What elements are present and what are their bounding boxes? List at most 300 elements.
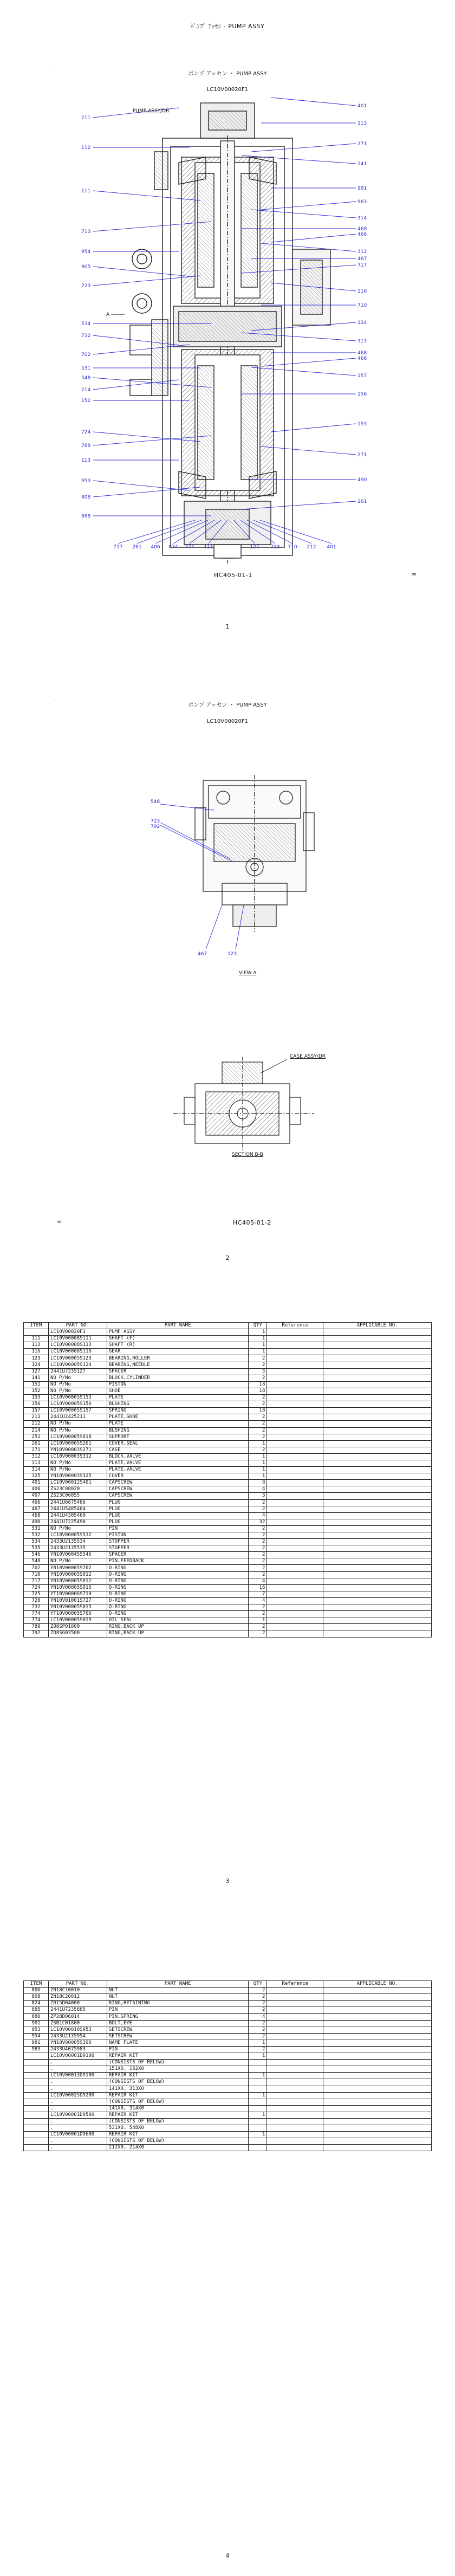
cell-applicable-no xyxy=(323,1414,432,1421)
callout-717: 717 xyxy=(113,545,123,550)
cell-part-name: BOLT,EYE xyxy=(107,2020,249,2027)
cell-qty: 1 xyxy=(249,1473,267,1480)
cell-reference xyxy=(267,1597,323,1604)
cell-part-no: 2441U7225490 xyxy=(48,1519,107,1525)
cell-item: 531 xyxy=(24,1525,49,1532)
cell-qty: 18 xyxy=(249,1408,267,1414)
cell-part-no: 2433U2135535 xyxy=(48,1545,107,1552)
callout-312: 312 xyxy=(358,249,367,255)
cell-item xyxy=(24,2092,49,2099)
cell-reference xyxy=(267,1381,323,1388)
cell-applicable-no xyxy=(323,1362,432,1368)
cell-reference xyxy=(267,1545,323,1552)
cell-item: 116 xyxy=(24,1349,49,1355)
cell-part-name: 151X0, 152X0 xyxy=(107,2066,249,2073)
cell-part-name: 212X0, 214X0 xyxy=(107,2145,249,2151)
callout-157: 157 xyxy=(358,373,367,379)
table-row xyxy=(24,1539,432,1545)
cell-part-name: PLATE,VALVE xyxy=(107,1460,249,1466)
header-qty: QTY xyxy=(249,1981,267,1988)
parts-list-body-2 xyxy=(24,1988,432,2151)
cell-applicable-no xyxy=(323,1329,432,1336)
cell-item: 806 xyxy=(24,1988,49,1994)
cell-qty: 1 xyxy=(249,1467,267,1473)
cell-reference xyxy=(267,2020,323,2027)
cell-part-no: 2441U7235127 xyxy=(48,1368,107,1375)
cell-part-no: LC10V00012S401 xyxy=(48,1480,107,1486)
callout-153: 153 xyxy=(358,422,367,427)
cell-reference xyxy=(267,1519,323,1525)
table-row xyxy=(24,1349,432,1355)
table-row xyxy=(24,2099,432,2105)
cell-applicable-no xyxy=(323,1539,432,1545)
view-a-body xyxy=(195,775,314,932)
cell-part-no: LC10V00005S124 xyxy=(48,1362,107,1368)
cell-qty xyxy=(249,2060,267,2066)
table-row xyxy=(24,1994,432,2001)
cell-reference xyxy=(267,1611,323,1617)
cell-qty: 2 xyxy=(249,1395,267,1401)
cell-applicable-no xyxy=(323,1630,432,1637)
cell-part-no: ZS23C08020 xyxy=(48,1486,107,1493)
scan-mark: ' xyxy=(54,68,56,73)
cell-part-no: NO P/No xyxy=(48,1525,107,1532)
pump-section-body xyxy=(130,103,330,564)
cell-item: 151 xyxy=(24,1381,49,1388)
cell-qty xyxy=(249,2079,267,2086)
parts-list-body-1 xyxy=(24,1329,432,1637)
cell-part-name: GEAR xyxy=(107,1349,249,1355)
cell-part-no: ZN18C10010 xyxy=(48,1988,107,1994)
cell-reference xyxy=(267,1460,323,1466)
cell-item: 407 xyxy=(24,1493,49,1499)
cell-part-name: NAME PLATE xyxy=(107,2040,249,2046)
table-row xyxy=(24,2086,432,2092)
table-row xyxy=(24,1624,432,1630)
table-row xyxy=(24,1486,432,1493)
cell-item: 211 xyxy=(24,1414,49,1421)
cell-applicable-no xyxy=(323,1381,432,1388)
cell-applicable-no xyxy=(323,1512,432,1519)
cell-reference xyxy=(267,1434,323,1440)
cell-part-no: YN10V00005S390 xyxy=(48,2040,107,2046)
cell-reference xyxy=(267,1591,323,1597)
table-row xyxy=(24,1519,432,1525)
header-part-no: PART NO. xyxy=(48,1323,107,1329)
cell-part-name: PIN,SPRING xyxy=(107,2014,249,2020)
cell-part-no: YT10V00006S710 xyxy=(48,1591,107,1597)
cell-qty: 1 xyxy=(249,1453,267,1460)
cell-item xyxy=(24,2060,49,2066)
table-row xyxy=(24,1506,432,1512)
cell-reference xyxy=(267,2033,323,2040)
cell-item: 325 xyxy=(24,1473,49,1480)
cell-qty: 2 xyxy=(249,1427,267,1434)
cell-applicable-no xyxy=(323,2086,432,2092)
header-reference: Reference xyxy=(267,1323,323,1329)
callout-141: 141 xyxy=(358,161,367,167)
cell-part-no: LC10V00005S123 xyxy=(48,1355,107,1362)
cell-qty: 32 xyxy=(249,1519,267,1525)
cell-part-name: STOPPER xyxy=(107,1545,249,1552)
page-3-number: 3 xyxy=(225,1878,230,1885)
cell-part-name: O-RING xyxy=(107,1584,249,1591)
cell-part-name: O-RING xyxy=(107,1591,249,1597)
cell-part-no: ZO8SP01800 xyxy=(48,1624,107,1630)
cell-part-no: . xyxy=(48,2086,107,2092)
cell-part-name: STOPPER xyxy=(107,1539,249,1545)
cell-part-no: LC10V00010S953 xyxy=(48,2027,107,2033)
cell-reference xyxy=(267,2118,323,2125)
callout-123: 123 xyxy=(227,952,237,957)
table-row xyxy=(24,1447,432,1453)
cell-part-name: PIN xyxy=(107,2046,249,2053)
cell-applicable-no xyxy=(323,2020,432,2027)
cell-part-name: PISTON xyxy=(107,1532,249,1539)
table-row xyxy=(24,2020,432,2027)
callout-723: 723 xyxy=(81,283,91,289)
cell-item: 312 xyxy=(24,1453,49,1460)
table-row xyxy=(24,2125,432,2132)
table-row xyxy=(24,1421,432,1427)
cell-part-name: O-RING xyxy=(107,1578,249,1584)
cell-applicable-no xyxy=(323,1988,432,1994)
cell-reference xyxy=(267,1565,323,1571)
cell-applicable-no xyxy=(323,1440,432,1447)
callout-468: 468 xyxy=(358,351,367,356)
cell-part-name: PLATE xyxy=(107,1421,249,1427)
cell-qty: 2 xyxy=(249,1532,267,1539)
table-row xyxy=(24,1630,432,1637)
callout-leader xyxy=(251,144,356,152)
cell-item: 954 xyxy=(24,2033,49,2040)
callout-116: 116 xyxy=(358,289,367,294)
table-row xyxy=(24,2105,432,2112)
cell-item xyxy=(24,1329,49,1336)
cell-item: 901 xyxy=(24,2020,49,2027)
cell-reference xyxy=(267,1329,323,1336)
cell-part-name: PIN xyxy=(107,2007,249,2014)
table-row xyxy=(24,1336,432,1342)
cell-reference xyxy=(267,1506,323,1512)
cell-applicable-no xyxy=(323,1597,432,1604)
cell-applicable-no xyxy=(323,2125,432,2132)
table-row xyxy=(24,1440,432,1447)
section-b-b-body xyxy=(173,1057,314,1151)
cell-qty: 2 xyxy=(249,1552,267,1558)
cell-item: 534 xyxy=(24,1539,49,1545)
cell-applicable-no xyxy=(323,1349,432,1355)
callout-774: 774 xyxy=(185,545,194,550)
cell-applicable-no xyxy=(323,2112,432,2118)
cell-applicable-no xyxy=(323,2027,432,2033)
table-row xyxy=(24,1532,432,1539)
cell-item: 535 xyxy=(24,1545,49,1552)
cell-qty: 4 xyxy=(249,1486,267,1493)
cell-qty: 1 xyxy=(249,2073,267,2079)
cell-item: 548 xyxy=(24,1558,49,1565)
cell-item: 124 xyxy=(24,1362,49,1368)
table-row xyxy=(24,1604,432,1611)
cell-part-no: 2433U2135534 xyxy=(48,1539,107,1545)
cell-item: 774 xyxy=(24,1617,49,1624)
cell-applicable-no xyxy=(323,2138,432,2145)
cell-applicable-no xyxy=(323,1617,432,1624)
callout-261: 261 xyxy=(132,545,142,550)
cell-qty: 2 xyxy=(249,1558,267,1565)
table-row xyxy=(24,1434,432,1440)
cell-part-no: YN10V00003S325 xyxy=(48,1473,107,1480)
cell-applicable-no xyxy=(323,1545,432,1552)
cell-item: 401 xyxy=(24,1480,49,1486)
cell-reference xyxy=(267,2060,323,2066)
cell-reference xyxy=(267,1447,323,1453)
table-row xyxy=(24,2040,432,2046)
cell-qty: 7 xyxy=(249,1591,267,1597)
cell-qty: 2 xyxy=(249,1988,267,1994)
cell-part-name: NUT xyxy=(107,1994,249,2001)
page-4 xyxy=(0,1934,455,2576)
cell-reference xyxy=(267,2138,323,2145)
cell-part-name: (CONSISTS OF BELOW) xyxy=(107,2118,249,2125)
cell-part-name: SPACER xyxy=(107,1368,249,1375)
callout-713: 713 xyxy=(81,229,91,235)
table-header-row xyxy=(24,1323,432,1329)
cell-applicable-no xyxy=(323,1532,432,1539)
scan-mark: ' xyxy=(54,699,56,704)
callout-401: 401 xyxy=(358,103,367,109)
cell-applicable-no xyxy=(323,1336,432,1342)
cell-reference xyxy=(267,2007,323,2014)
cell-applicable-no xyxy=(323,2060,432,2066)
cell-part-name: SETSCREW xyxy=(107,2027,249,2033)
cell-part-no: YN10V00005S015 xyxy=(48,1604,107,1611)
cell-reference xyxy=(267,2125,323,2132)
cell-item: 212 xyxy=(24,1421,49,1427)
cell-item: 123 xyxy=(24,1355,49,1362)
callout-732: 732 xyxy=(81,333,91,339)
table-row xyxy=(24,2079,432,2086)
table-row xyxy=(24,2046,432,2053)
cell-applicable-no xyxy=(323,1499,432,1506)
table-row xyxy=(24,1355,432,1362)
callout-468: 468 xyxy=(358,226,367,232)
page-2-assy-number: LC10V00020F1 xyxy=(206,719,249,724)
page-1-inner-title: ポンプ アッセン ・ PUMP ASSY xyxy=(188,71,267,77)
cell-part-no: . xyxy=(48,2125,107,2132)
parts-list-table-2 xyxy=(23,1980,432,2151)
cell-part-no: 2441U5485464 xyxy=(48,1506,107,1512)
cell-item: 532 xyxy=(24,1532,49,1539)
callout-548: 548 xyxy=(81,376,91,381)
cell-applicable-no xyxy=(323,2001,432,2007)
cell-part-name: REPAIR KIT xyxy=(107,2132,249,2138)
table-row xyxy=(24,2027,432,2033)
page-4-number: 4 xyxy=(225,2552,230,2559)
cell-qty: 1 xyxy=(249,1349,267,1355)
cell-part-no: 2441U6675466 xyxy=(48,1499,107,1506)
cell-item: 214 xyxy=(24,1427,49,1434)
cell-reference xyxy=(267,1427,323,1434)
cell-reference xyxy=(267,2112,323,2118)
cell-part-name: SHAFT (F) xyxy=(107,1336,249,1342)
cell-item: 490 xyxy=(24,1519,49,1525)
table-row xyxy=(24,1408,432,1414)
page-2-inner-title: ポンプ アッセン ・ PUMP ASSY xyxy=(188,702,267,708)
cell-item: 886 xyxy=(24,2014,49,2020)
cell-qty: 2 xyxy=(249,1447,267,1453)
table-row xyxy=(24,1545,432,1552)
callout-leader xyxy=(271,234,356,242)
cell-part-no: 2441U7235885 xyxy=(48,2007,107,2014)
cell-applicable-no xyxy=(323,1368,432,1375)
cell-part-no: 2433U2135954 xyxy=(48,2033,107,2040)
cell-reference xyxy=(267,1486,323,1493)
cell-reference xyxy=(267,2099,323,2105)
cell-part-name: PISTON xyxy=(107,1381,249,1388)
table-row xyxy=(24,1381,432,1388)
cell-item: 789 xyxy=(24,1624,49,1630)
cell-part-name: PUMP ASSY xyxy=(107,1329,249,1336)
cell-reference xyxy=(267,2027,323,2033)
cell-part-name: PLUG xyxy=(107,1519,249,1525)
cell-reference xyxy=(267,1558,323,1565)
cell-qty: 1 xyxy=(249,2053,267,2060)
callout-112: 112 xyxy=(81,145,91,151)
cell-qty xyxy=(249,2066,267,2073)
cell-reference xyxy=(267,1355,323,1362)
cell-reference xyxy=(267,1388,323,1394)
callout-leader xyxy=(271,98,356,106)
table-row xyxy=(24,1473,432,1480)
cell-reference xyxy=(267,1525,323,1532)
cell-part-name: (CONSISTS OF BELOW) xyxy=(107,2060,249,2066)
cell-part-name: SUPPORT xyxy=(107,1434,249,1440)
page-2 xyxy=(0,645,455,1290)
callout-490: 490 xyxy=(358,477,367,483)
cell-part-name: 141X0, 313X0 xyxy=(107,2086,249,2092)
cell-item: 261 xyxy=(24,1440,49,1447)
cell-applicable-no xyxy=(323,1493,432,1499)
cell-reference xyxy=(267,1499,323,1506)
callout-211: 211 xyxy=(81,115,91,121)
cell-part-name: 141X0, 314X0 xyxy=(107,2105,249,2112)
callout-546: 546 xyxy=(151,799,160,805)
table-row xyxy=(24,1342,432,1349)
cell-part-no: ZS23C06055 xyxy=(48,1493,107,1499)
cell-item: 111 xyxy=(24,1336,49,1342)
header-applicable-no: APPLICABLE NO. xyxy=(323,1981,432,1988)
cell-reference xyxy=(267,1467,323,1473)
table-row xyxy=(24,1362,432,1368)
cell-reference xyxy=(267,1342,323,1349)
cell-qty: 2 xyxy=(249,1525,267,1532)
table-row xyxy=(24,1480,432,1486)
cell-part-name: CASE xyxy=(107,1447,249,1453)
callout-466: 466 xyxy=(358,232,367,237)
cell-part-name: O-RING xyxy=(107,1571,249,1578)
cell-applicable-no xyxy=(323,2053,432,2060)
cell-applicable-no xyxy=(323,1611,432,1617)
cell-item: 466 xyxy=(24,1499,49,1506)
cell-item xyxy=(24,2125,49,2132)
cell-item: 981 xyxy=(24,2040,49,2046)
cell-part-no: . xyxy=(48,2138,107,2145)
cell-reference xyxy=(267,1480,323,1486)
cell-part-no: LC10V00005S156 xyxy=(48,1401,107,1408)
cell-applicable-no xyxy=(323,1342,432,1349)
callout-leader xyxy=(118,520,195,543)
callout-271: 271 xyxy=(358,452,367,458)
cell-item xyxy=(24,2112,49,2118)
cell-applicable-no xyxy=(323,1584,432,1591)
cell-item: 406 xyxy=(24,1486,49,1493)
cell-part-no: . xyxy=(48,2060,107,2066)
cell-item: 313 xyxy=(24,1460,49,1466)
cell-part-name: REPAIR KIT xyxy=(107,2092,249,2099)
cell-applicable-no xyxy=(323,2118,432,2125)
cell-item: 152 xyxy=(24,1388,49,1394)
cell-item: 127 xyxy=(24,1368,49,1375)
cell-reference xyxy=(267,1349,323,1355)
case-assy-label: CASE ASSY/DR xyxy=(290,1054,326,1059)
cell-reference xyxy=(267,1362,323,1368)
cell-qty: 4 xyxy=(249,1578,267,1584)
cell-applicable-no xyxy=(323,1571,432,1578)
cell-item: 885 xyxy=(24,2007,49,2014)
table-row xyxy=(24,1427,432,1434)
cell-reference xyxy=(267,1988,323,1994)
page-1-reference-mark: ∞ xyxy=(412,571,417,578)
callout-214: 214 xyxy=(81,387,91,393)
cell-reference xyxy=(267,1421,323,1427)
cell-applicable-no xyxy=(323,1624,432,1630)
cell-reference xyxy=(267,1532,323,1539)
cell-reference xyxy=(267,1453,323,1460)
cell-applicable-no xyxy=(323,1994,432,2001)
cell-part-name: SHAFT (R) xyxy=(107,1342,249,1349)
cell-item: 153 xyxy=(24,1395,49,1401)
cell-applicable-no xyxy=(323,1558,432,1565)
cell-qty: 2 xyxy=(249,1630,267,1637)
cell-part-name: REPAIR KIT xyxy=(107,2112,249,2118)
callout-710: 710 xyxy=(358,303,367,308)
callout-156: 156 xyxy=(358,392,367,397)
cell-qty: 1 xyxy=(249,1460,267,1466)
case-assy-leader xyxy=(261,1059,287,1073)
cell-item xyxy=(24,2145,49,2151)
page-1-drawing-reference: HC405-01-1 xyxy=(214,572,252,579)
cell-reference xyxy=(267,1571,323,1578)
table-row xyxy=(24,2014,432,2020)
cell-qty: 2 xyxy=(249,2020,267,2027)
cell-reference xyxy=(267,1401,323,1408)
cell-qty: 18 xyxy=(249,1381,267,1388)
cell-applicable-no xyxy=(323,1552,432,1558)
cell-part-name: 531X0, 548X0 xyxy=(107,2125,249,2132)
table-row xyxy=(24,2112,432,2118)
cell-qty: 2 xyxy=(249,2046,267,2053)
cell-applicable-no xyxy=(323,1480,432,1486)
cell-part-no: ZR15D04000 xyxy=(48,2001,107,2007)
table-row xyxy=(24,1597,432,1604)
cell-qty: 2 xyxy=(249,1414,267,1421)
cell-reference xyxy=(267,1414,323,1421)
cell-part-no: ZP28D06014 xyxy=(48,2014,107,2020)
view-a-arrow-label: A xyxy=(106,312,110,318)
cell-qty: 18 xyxy=(249,1388,267,1394)
table-row xyxy=(24,1368,432,1375)
